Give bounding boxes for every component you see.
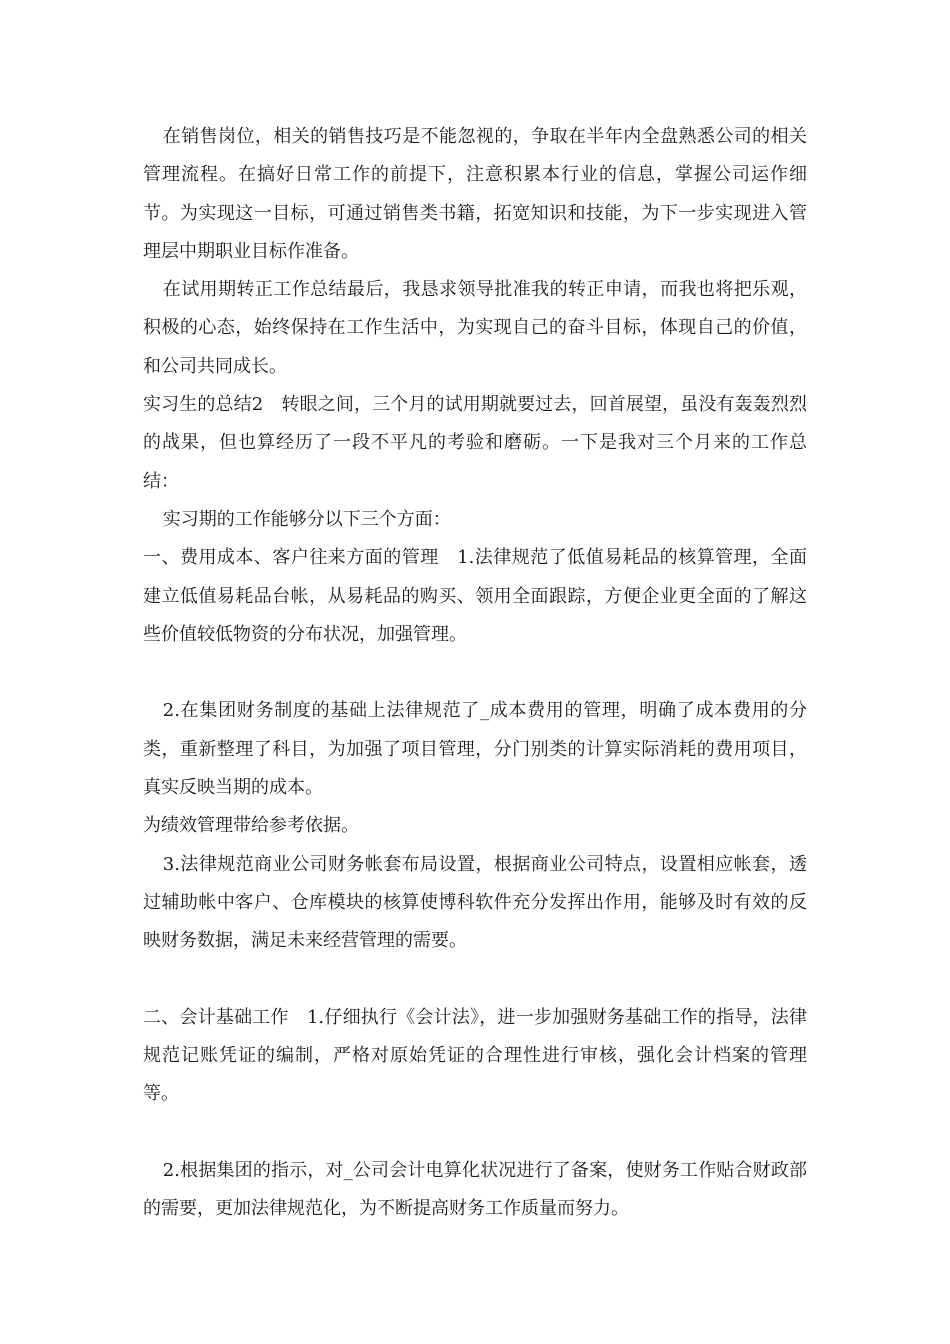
paragraph-item-2-cost-control: 2.在集团财务制度的基础上法律规范了_成本费用的管理，明确了成本费用的分类，重新整理了科目，为加强了项目管理，分门别类的计算实际消耗的费用项目，真实反映当期的成本。 — [143, 700, 807, 799]
paragraph-item-2-computerization: 2.根据集团的指示，对_公司会计电算化状况进行了备案，使财务工作贴合财政部的需要，更加法律规范化，为不断提高财务工作质量而努力。 — [143, 1160, 807, 1220]
paragraph-probation-conclusion: 在试用期转正工作总结最后，我恳求领导批准我的转正申请，而我也将把乐观，积极的心态，始终保持在工作生活中，为实现自己的奋斗目标，体现自己的价值，和公司共同成长。 — [143, 279, 807, 377]
paragraph-sales-goal: 在销售岗位，相关的销售技巧是不能忽视的，争取在半年内全盘熟悉公司的相关管理流程。在搞好日常工作的前提下，注意积累本行业的信息，掌握公司运作细节。为实现这一目标，可通过销售类书籍，拓宽知识和技能，为下一步实现进入管理层中期职业目标作准备。 — [143, 126, 807, 262]
paragraph-spacer — [143, 654, 807, 692]
document-body — [143, 118, 807, 1229]
paragraph-three-aspects: 实习期的工作能够分以下三个方面： — [162, 508, 451, 530]
paragraph-spacer — [143, 961, 807, 999]
paragraph-performance-reference: 为绩效管理带给参考依据。 — [143, 815, 359, 837]
paragraph-intern-summary-2: 实习生的总结2 转眼之间，三个月的试用期就要过去，回首展望，虽没有轰轰烈烈的战果，但也算经历了一段不平凡的考验和磨砺。一下是我对三个月来的工作总结： — [143, 394, 807, 492]
paragraph-spacer — [143, 1114, 807, 1152]
paragraph-section-2-accounting-basics: 二、会计基础工作 1.仔细执行《会计法》，进一步加强财务基础工作的指导，法律规范记账凭证的编制，严格对原始凭证的合理性进行审核，强化会计档案的管理等。 — [143, 1006, 807, 1105]
paragraph-section-1-cost-management: 一、费用成本、客户往来方面的管理 1.法律规范了低值易耗品的核算管理，全面建立低值易耗品台帐，从易耗品的购买、领用全面跟踪，方便企业更全面的了解这些价值较低物资的分布状况，加强管理。 — [143, 547, 807, 645]
paragraph-item-3-accounting-setup: 3.法律规范商业公司财务帐套布局设置，根据商业公司特点，设置相应帐套，透过辅助帐中客户、仓库模块的核算使博科软件充分发挥出作用，能够及时有效的反映财务数据，满足未来经营管理的需要。 — [143, 853, 807, 952]
